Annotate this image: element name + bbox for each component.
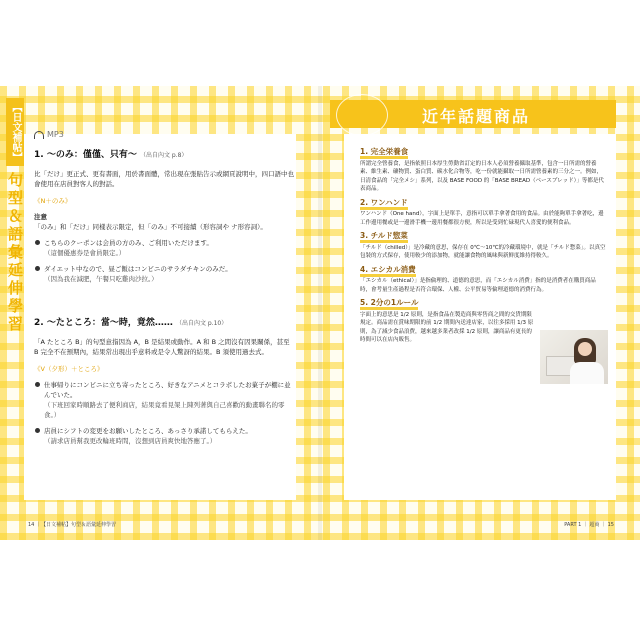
section-1-note-body: 「のみ」和「だけ」同樣表示限定，但「のみ」不可接續（形容詞や ナ形容詞）。 xyxy=(34,223,267,231)
section-2-example-2: 店員にシフトの変更をお願いしたところ、あっさり承諾してもらえた。 xyxy=(44,427,252,435)
topic-body: 字面上的意思是 1/2 原則，是指食品在製造商與零售商之間的交貨期限規定。商品需在賞味期限的前 1/2 期間內送達店家，以往多採用 1/3 原則，為了減少食品浪費，越來越多業者改採 1/2 原則，讓商品有更長的時間可以在店內販售。 xyxy=(360,311,534,343)
topic-heading: 2. ワンハンド xyxy=(360,198,408,210)
section-1-note-title: 注意 xyxy=(34,213,47,221)
footer-left: 14 ｜【日文補帖】句型＆語彙延伸學習 xyxy=(28,522,116,528)
example-bullet xyxy=(34,426,294,446)
topic-body: ワンハンド（One hand），字面上是單手，意指可以單手拿著食用的食品。由於能夠單手拿著吃，邊工作邊用餐或是一邊滑手機一邊用餐都很方便，所以是受到忙碌現代人喜愛的便利食品。 xyxy=(360,211,604,226)
topic-list xyxy=(360,148,606,350)
topic-heading: 5. 2分の1ルール xyxy=(360,298,418,310)
topic-heading: 3. チルド惣菜 xyxy=(360,231,408,243)
section-1-body: 比「だけ」更正式、更有書面，用於書面體，常出現在張貼告示或網頁說明中，四口語中也會使用在店員對客人的對話。 xyxy=(34,170,294,188)
example-bullet xyxy=(34,264,294,284)
right-title-bar xyxy=(330,100,616,128)
topic-body: 所謂完全營養食，是指依照日本厚生勞動省訂定的日本人必須營養攝取基準，包含一日所需的營養素、維生素、礦物質、蛋白質、碳水化合物等，吃一份就能攝取一日所需營養素的三分之一。例如，日清食品的「完全メシ」系列，以及 BASE FOOD 的「BASE BREAD（ベースブレッド）」等都是代表商品。 xyxy=(360,160,604,192)
example-bullet xyxy=(34,380,294,420)
topic-item xyxy=(360,199,606,228)
right-page-title: 近年話題商品 xyxy=(422,107,531,126)
section-2-example-2-translation: （請求店員幫我更改輪班時間，沒想到店員爽快地答應了。） xyxy=(44,437,217,445)
topic-item xyxy=(360,148,606,194)
section-1-example-1: こちらのクーポンは会員の方のみ、ご利用いただけます。 xyxy=(44,239,213,247)
side-vertical-title: 句型＆語彙延伸學習 xyxy=(6,172,24,334)
section-2-pattern: 《V（夕形）＋ところ》 xyxy=(34,365,104,373)
topic-heading: 1. 完全栄養食 xyxy=(360,147,408,159)
section-1-example-2-translation: （因為我在減肥，午餐只吃雞肉沙拉。） xyxy=(44,275,158,283)
topic-body: 「チルド（chilled）」是冷藏的意思，保存在 0℃～10℃的冷藏環境中，就是「チルド惣菜」。以真空包裝的方式保存，使用較少的添加物，就能讓食物的風味與新鮮度維持得較久。 xyxy=(360,244,606,259)
topic-body: 「エシカル（ethical）」是指倫理的、道德的意思，而「エシカル消費」指的是消費者在購買商品時，會考量生產過程是否符合環保、人權、公平貿易等倫理道德的消費行為。 xyxy=(360,278,596,293)
topic-item xyxy=(360,232,606,261)
section-1 xyxy=(34,150,294,284)
section-1-example-1-translation: （這個優惠券是會員限定。） xyxy=(44,249,126,257)
section-1-pattern: 《N＋のみ》 xyxy=(34,197,72,205)
section-1-heading: 1. ～のみ：僅僅、只有～ xyxy=(34,150,137,160)
example-bullet xyxy=(34,238,294,258)
section-2-example-1: 仕事帰りにコンビニに立ち寄ったところ、好きなアニメとコラボしたお菓子が棚に並んでいた。 xyxy=(44,381,291,399)
plate-icon xyxy=(336,94,388,136)
track-label: MP3 xyxy=(47,130,64,139)
section-2-ref: （出自內文 p.10） xyxy=(175,320,228,327)
headphone-icon xyxy=(34,131,44,139)
woman-with-laptop-photo xyxy=(540,330,608,384)
footer-right: PART 1 ｜ 超商 ｜ 15 xyxy=(564,522,614,528)
topic-heading: 4. エシカル消費 xyxy=(360,265,416,277)
section-2-heading: 2. ～たところ：當～時，竟然…… xyxy=(34,318,173,328)
book-gutter xyxy=(318,86,322,540)
topic-item xyxy=(360,299,536,345)
side-tab-bracket: 【日文補帖】 xyxy=(6,98,24,166)
topic-item xyxy=(360,266,606,295)
section-1-example-2: ダイエット中なので、昼ご飯はコンビニのサラダチキンのみだ。 xyxy=(44,265,232,273)
audio-track[interactable] xyxy=(34,130,64,139)
section-2-body: 「A たところ B」的句型意指因為 A，B 是結果或動作。A 和 B 之間沒有因果關係，甚至 B 完全不在預期內，結果常出現出乎意料或是令人驚訝的結果。B 須使用過去式。 xyxy=(34,338,290,356)
section-1-ref: （出自內文 p.8） xyxy=(139,152,188,159)
section-2 xyxy=(34,318,294,446)
side-tab xyxy=(6,98,24,448)
section-2-example-1-translation: （下班回家時順路去了便利商店，結果竟看見架上陳列著與自己喜歡的動畫聯名的零食。） xyxy=(44,401,285,419)
